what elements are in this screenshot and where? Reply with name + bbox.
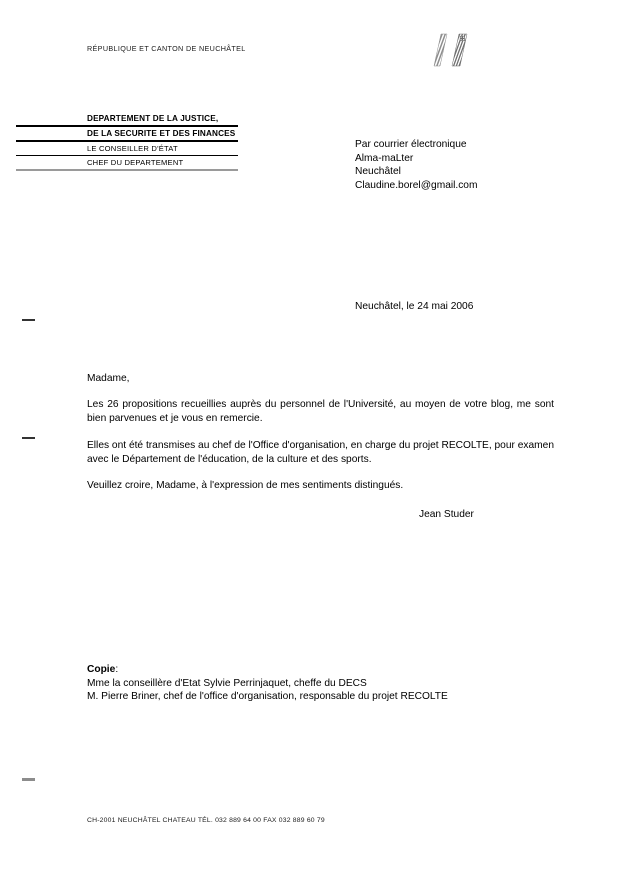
- department-title-line-2: [16, 127, 238, 140]
- department-role-line-1: [16, 142, 238, 155]
- copie-heading-text: Copie: [87, 664, 116, 675]
- letter-body: [87, 372, 554, 505]
- department-title-line-1: [16, 112, 238, 125]
- copie-block: [87, 663, 448, 704]
- department-header: [16, 112, 238, 171]
- neuchatel-coat-of-arms-icon: [430, 30, 478, 70]
- recipient-line-1: Par courrier électronique: [355, 139, 467, 150]
- margin-mark-icon: [22, 319, 35, 321]
- body-paragraph-3: Veuillez croire, Madame, à l'expression de mes sentiments distingués.: [87, 480, 404, 492]
- signature-name: Jean Studer: [419, 509, 474, 520]
- margin-mark-icon: [22, 778, 35, 781]
- recipient-line-3: Neuchâtel: [355, 166, 401, 178]
- body-paragraph-2: Elles ont été transmises au chef de l'Office d'organisation, en charge du projet RECOLTE, pour examen avec le Département de l'éducation, de la culture et des sports.: [87, 439, 554, 465]
- department-role-line-2: [16, 156, 238, 169]
- copie-line-2: M. Pierre Briner, chef de l'office d'organisation, responsable du projet RECOLTE: [87, 691, 448, 703]
- recipient-address-block: [355, 138, 477, 192]
- body-paragraph-1: Les 26 propositions recueillies auprès du personnel de l'Université, au moyen de votre blog, me sont bien parvenues et je vous en remercie.: [87, 399, 554, 425]
- department-role-line-2-text: CHEF DU DEPARTEMENT: [87, 158, 184, 167]
- margin-mark-icon: [22, 437, 35, 439]
- copie-line-1: Mme la conseillère d'Etat Sylvie Perrinjaquet, cheffe du DECS: [87, 677, 367, 689]
- recipient-email: Claudine.borel@gmail.com: [355, 179, 478, 191]
- department-role-line-1-text: LE CONSEILLER D'ÉTAT: [87, 144, 178, 153]
- department-title-line-2-text: DE LA SECURITE ET DES FINANCES: [87, 129, 236, 138]
- copie-heading-colon: :: [115, 664, 119, 675]
- footer-contact-line: CH-2001 NEUCHÂTEL CHATEAU TÉL. 032 889 64 00 FAX 032 889 60 79: [87, 817, 325, 824]
- recipient-line-2: Alma-maLter: [355, 152, 414, 164]
- header-rule-4: [16, 169, 238, 171]
- copie-heading: [87, 663, 448, 677]
- salutation: Madame,: [87, 373, 130, 384]
- department-title-line-1-text: DEPARTEMENT DE LA JUSTICE,: [87, 114, 219, 123]
- date-line: Neuchâtel, le 24 mai 2006: [355, 301, 474, 312]
- organisation-name: RÉPUBLIQUE ET CANTON DE NEUCHÂTEL: [87, 44, 246, 53]
